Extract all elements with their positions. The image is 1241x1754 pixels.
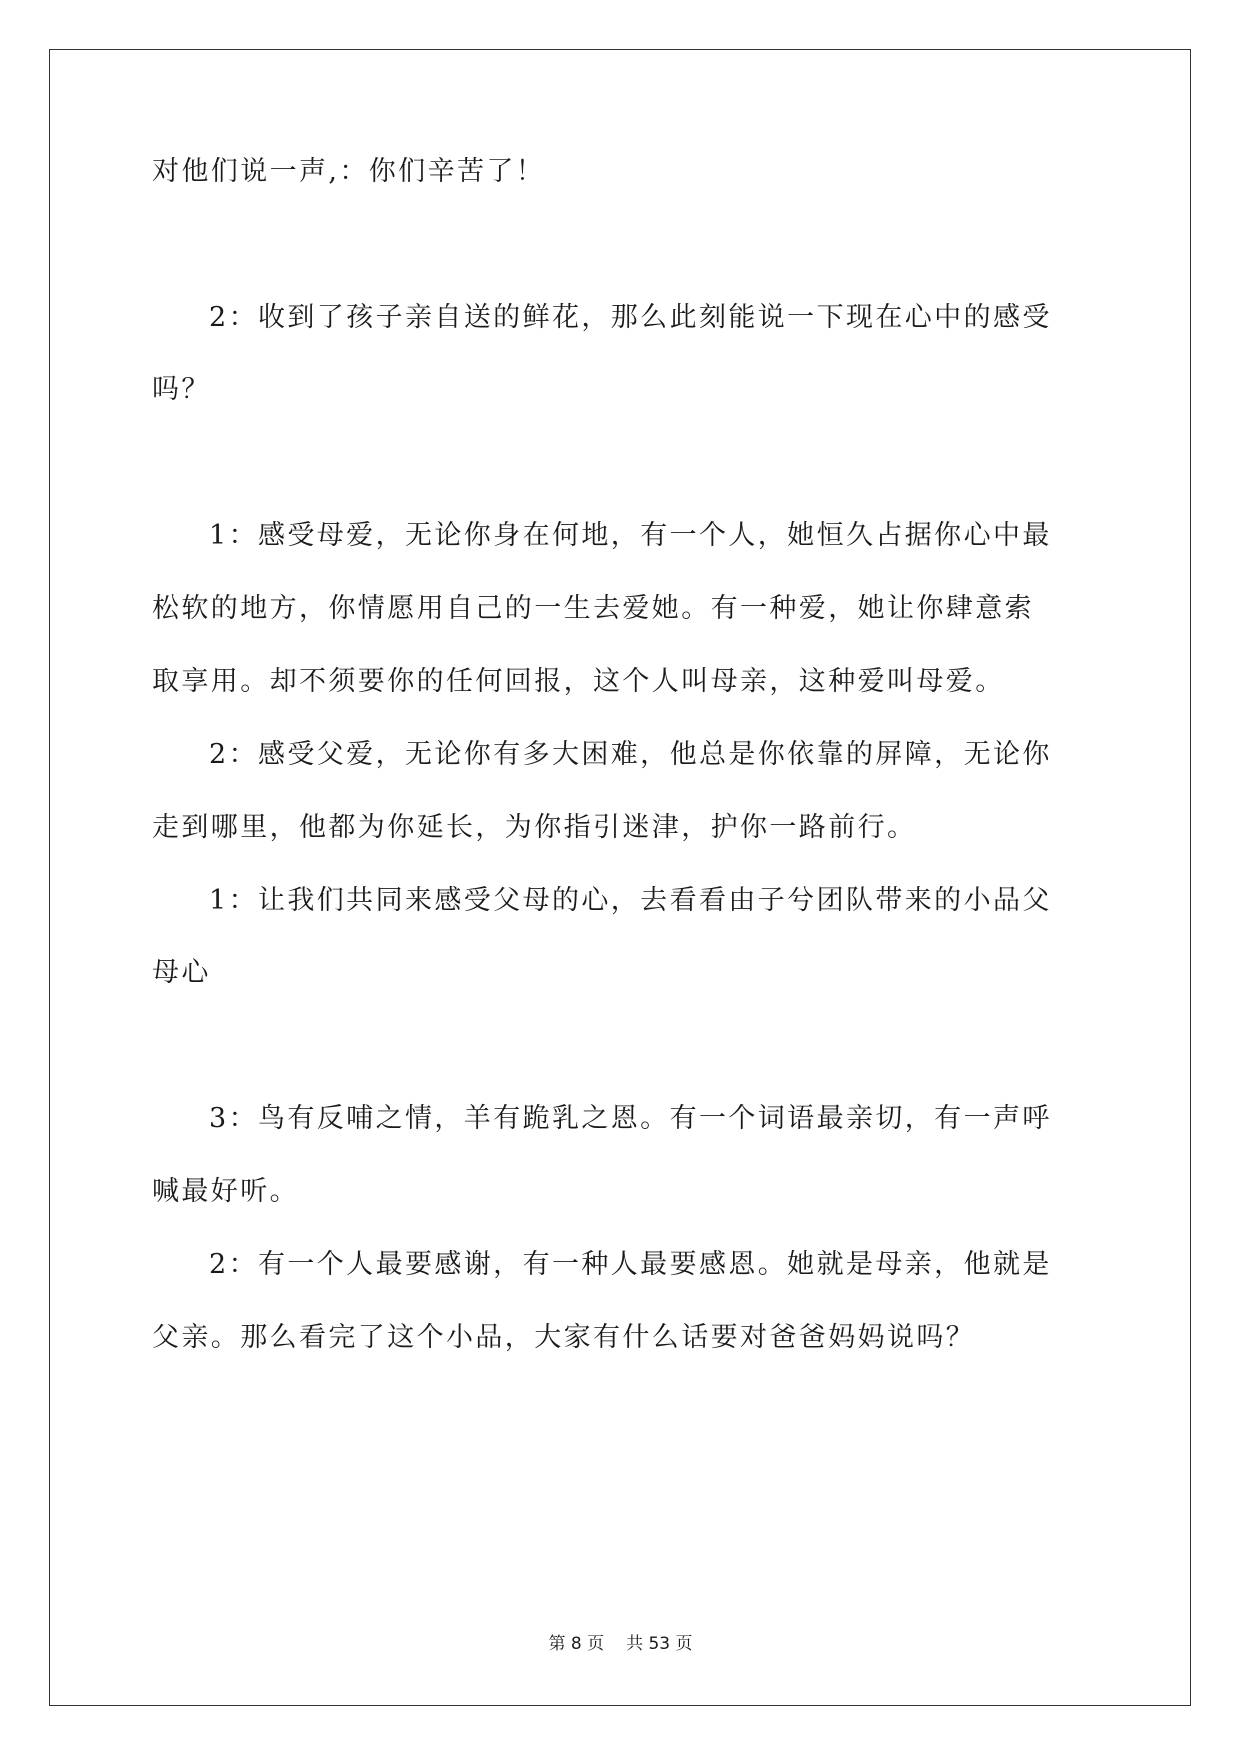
text-line: 2：感受父爱，无论你有多大困难，他总是你依靠的屏障，无论你 <box>209 739 1052 770</box>
text-line: 吗？ <box>152 374 211 405</box>
text-line: 松软的地方，你情愿用自己的一生去爱她。有一种爱，她让你肆意索 <box>152 593 1034 624</box>
text-line: 2：有一个人最要感谢，有一种人最要感恩。她就是母亲，他就是 <box>209 1249 1052 1280</box>
page-total: 共 53 页 <box>626 1634 693 1654</box>
text-line: 对他们说一声,：你们辛苦了！ <box>152 156 546 187</box>
text-line: 取享用。却不须要你的任何回报，这个人叫母亲，这种爱叫母爱。 <box>152 666 1005 697</box>
text-line: 2：收到了孩子亲自送的鲜花，那么此刻能说一下现在心中的感受 <box>209 302 1052 333</box>
text-line: 1：让我们共同来感受父母的心，去看看由子兮团队带来的小品父 <box>209 885 1052 916</box>
text-line: 父亲。那么看完了这个小品，大家有什么话要对爸爸妈妈说吗？ <box>152 1322 976 1353</box>
text-line: 喊最好听。 <box>152 1176 299 1207</box>
text-line: 走到哪里，他都为你延长，为你指引迷津，护你一路前行。 <box>152 812 917 843</box>
page-footer <box>0 1632 1241 1656</box>
text-line: 1：感受母爱，无论你身在何地，有一个人，她恒久占据你心中最 <box>209 520 1052 551</box>
text-line: 母心 <box>152 957 211 988</box>
page-number: 第 8 页 <box>548 1634 605 1654</box>
text-line: 3：鸟有反哺之情，羊有跪乳之恩。有一个词语最亲切，有一声呼 <box>209 1103 1052 1134</box>
